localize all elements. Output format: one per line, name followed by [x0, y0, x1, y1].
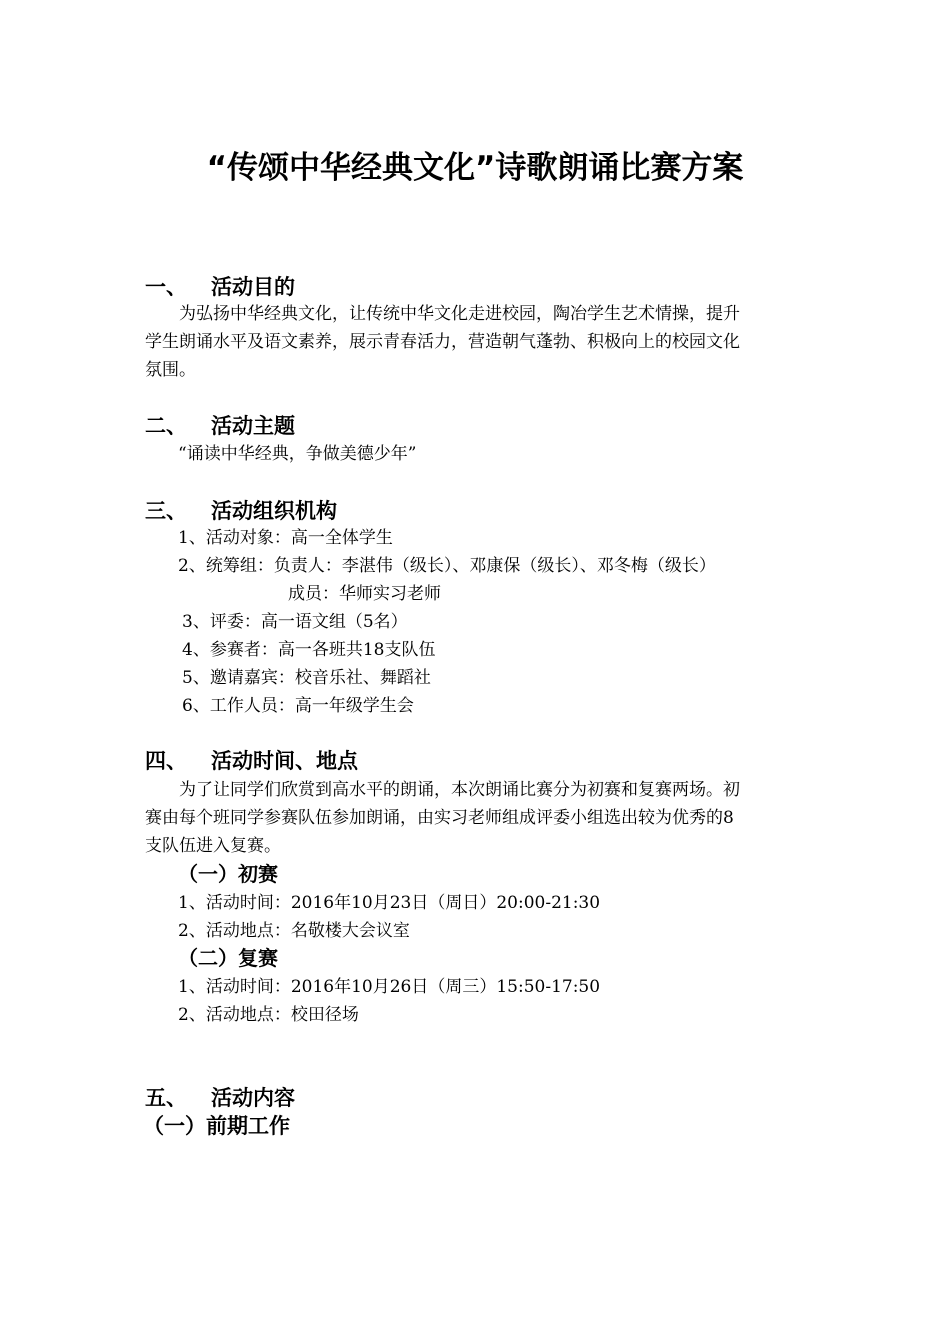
org-item: 3、评委：高一语文组（5名）: [182, 612, 408, 632]
org-item: 4、参赛者：高一各班共18支队伍: [182, 640, 436, 660]
section-4-heading: [145, 746, 358, 776]
paragraph-line: 支队伍进入复赛。: [145, 836, 281, 856]
section-5-heading: [145, 1083, 295, 1113]
section-title: 活动时间、地点: [211, 749, 358, 773]
org-item: 1、活动对象：高一全体学生: [178, 528, 393, 548]
org-item: 成员：华师实习老师: [288, 584, 441, 604]
paragraph-line: 为了让同学们欣赏到高水平的朗诵，本次朗诵比赛分为初赛和复赛两场。初: [179, 780, 740, 800]
section-number: 五、: [145, 1086, 187, 1110]
round-item: 1、活动时间：2016年10月23日（周日）20:00-21:30: [178, 893, 601, 913]
org-item: 2、统筹组：负责人：李湛伟（级长）、邓康保（级长）、邓冬梅（级长）: [178, 556, 716, 576]
activity-theme: “诵读中华经典，争做美德少年”: [178, 444, 417, 464]
round-1-heading: （一）初赛: [178, 862, 278, 886]
paragraph-line: 为弘扬中华经典文化，让传统中华文化走进校园，陶冶学生艺术情操，提升: [179, 304, 740, 324]
section-title: 活动内容: [211, 1086, 295, 1110]
section-1-heading: [145, 272, 295, 302]
section-number: 四、: [145, 749, 187, 773]
section-title: 活动目的: [211, 275, 295, 299]
org-item: 6、工作人员：高一年级学生会: [182, 696, 414, 716]
round-item: 1、活动时间：2016年10月26日（周三）15:50-17:50: [178, 977, 601, 997]
section-number: 三、: [145, 499, 187, 523]
round-item: 2、活动地点：校田径场: [178, 1005, 359, 1025]
section-number: 二、: [145, 414, 187, 438]
paragraph-line: 赛由每个班同学参赛队伍参加朗诵，由实习老师组成评委小组选出较为优秀的8: [145, 808, 734, 828]
section-2-heading: [145, 411, 295, 441]
section-5-subheading: （一）前期工作: [143, 1114, 290, 1138]
section-title: 活动组织机构: [211, 499, 337, 523]
org-item: 5、邀请嘉宾：校音乐社、舞蹈社: [182, 668, 431, 688]
section-number: 一、: [145, 275, 187, 299]
section-4-paragraph: [145, 776, 809, 860]
round-2-heading: （二）复赛: [178, 946, 278, 970]
section-title: 活动主题: [211, 414, 295, 438]
round-item: 2、活动地点：名敬楼大会议室: [178, 921, 410, 941]
paragraph-line: 学生朗诵水平及语文素养，展示青春活力，营造朝气蓬勃、积极向上的校园文化: [145, 332, 740, 352]
document-title: “传颂中华经典文化”诗歌朗诵比赛方案: [206, 150, 744, 186]
paragraph-line: 氛围。: [145, 360, 196, 380]
section-3-heading: [145, 496, 337, 526]
section-1-paragraph: [145, 300, 809, 384]
